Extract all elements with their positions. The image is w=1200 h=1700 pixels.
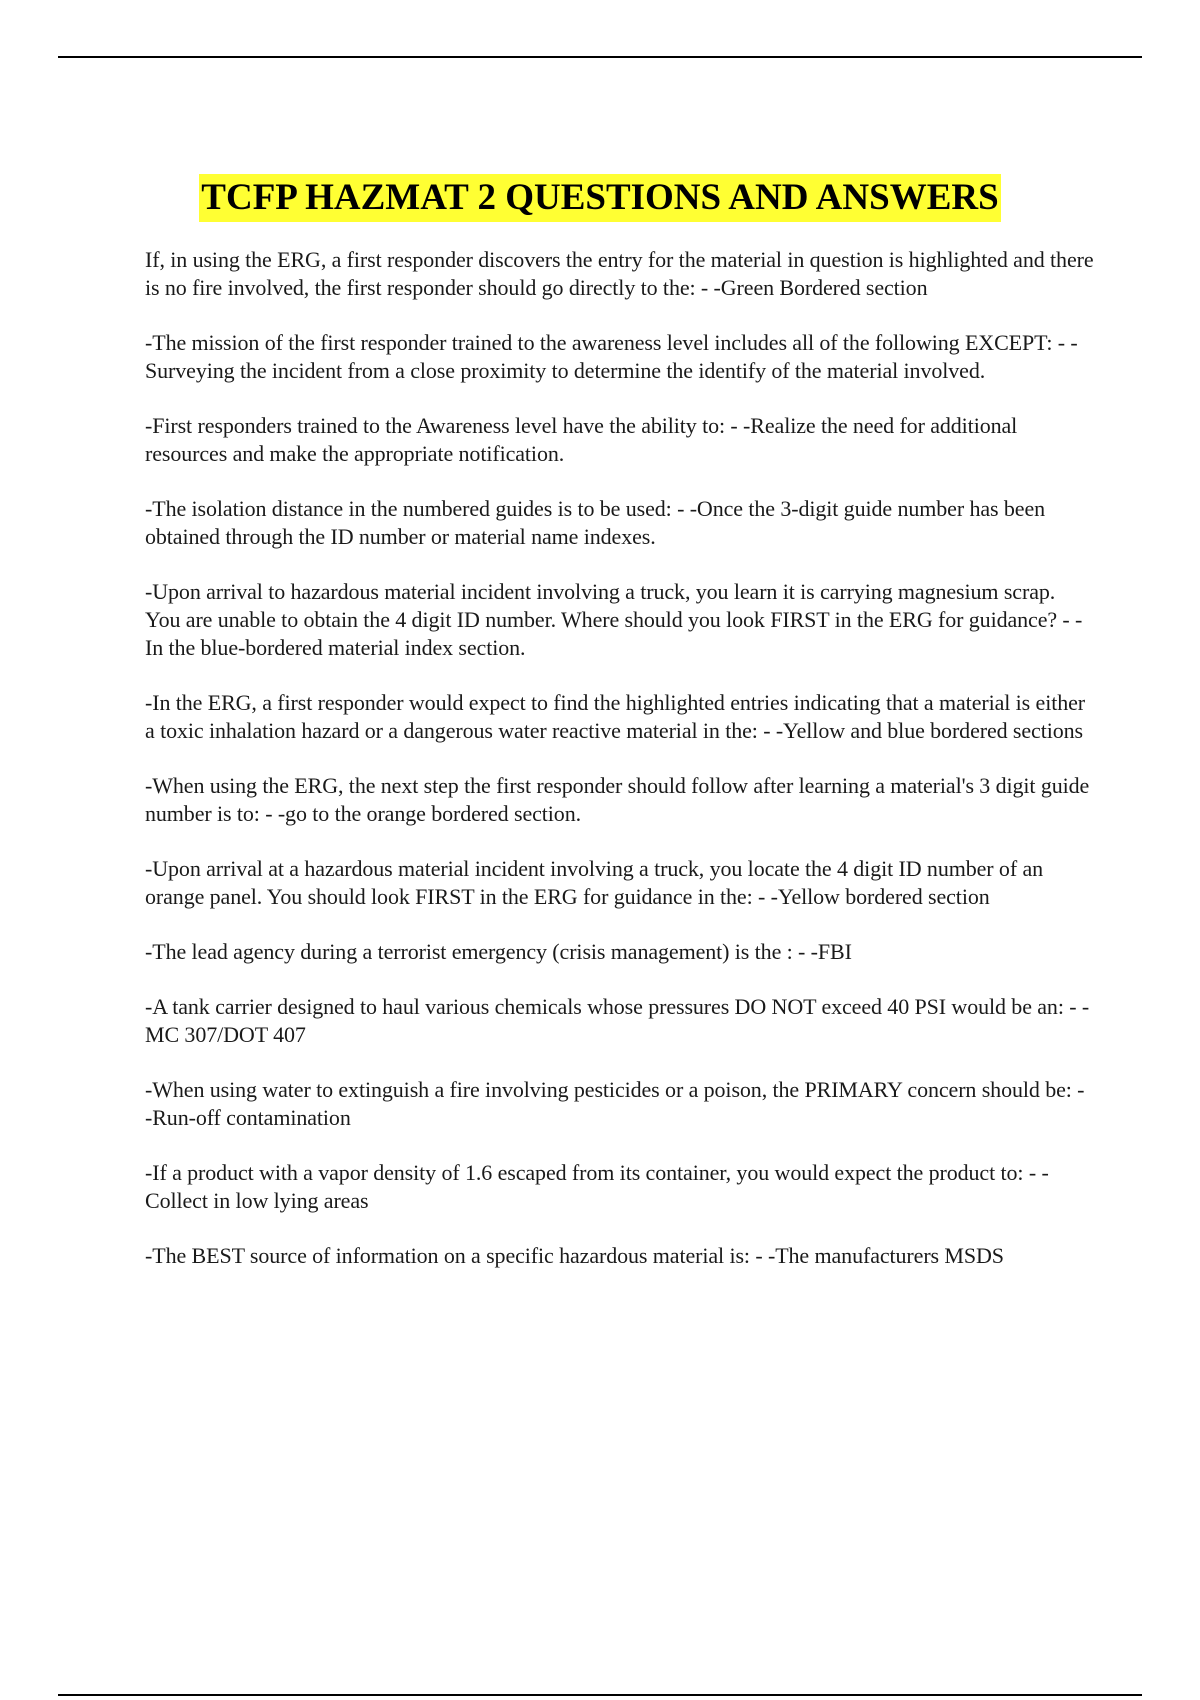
qa-entry: -In the ERG, a first responder would expect to find the highlighted entries indicating that a material is either a toxic inhalation hazard or a dangerous water reactive material in the: - -Yellow and blue bordered sections xyxy=(145,690,1086,743)
qa-entry: -A tank carrier designed to haul various chemicals whose pressures DO NOT exceed 40 PSI would be an: - -MC 307/DOT 407 xyxy=(145,994,1090,1047)
qa-entry: -Upon arrival at a hazardous material incident involving a truck, you locate the 4 digit ID number of an orange panel. You should look FIRST in the ERG for guidance in the: - -Yellow bordered section xyxy=(145,856,1044,909)
bottom-rule xyxy=(58,1694,1142,1696)
document-title: TCFP HAZMAT 2 QUESTIONS AND ANSWERS xyxy=(199,174,1000,222)
qa-entry: If, in using the ERG, a first responder discovers the entry for the material in question is highlighted and there is no fire involved, the first responder should go directly to the: - -Green Bordered section xyxy=(145,247,1094,300)
qa-entry: -The mission of the first responder trained to the awareness level includes all of the following EXCEPT: - -Surveying the incident from a close proximity to determine the identify of the material involved. xyxy=(145,330,1078,383)
qa-entry: -If a product with a vapor density of 1.6 escaped from its container, you would expect the product to: - -Collect in low lying areas xyxy=(145,1160,1049,1213)
qa-entry: -First responders trained to the Awareness level have the ability to: - -Realize the need for additional resources and make the appropriate notification. xyxy=(145,413,1018,466)
qa-entry: -When using the ERG, the next step the first responder should follow after learning a material's 3 digit guide number is to: - -go to the orange bordered section. xyxy=(145,773,1090,826)
top-rule xyxy=(58,56,1142,58)
qa-entry: -The isolation distance in the numbered guides is to be used: - -Once the 3-digit guide number has been obtained through the ID number or material name indexes. xyxy=(145,496,1046,549)
qa-entry: -The BEST source of information on a specific hazardous material is: - -The manufacturers MSDS xyxy=(145,1243,1004,1268)
qa-entry: -When using water to extinguish a fire involving pesticides or a poison, the PRIMARY concern should be: - -Run-off contamination xyxy=(145,1077,1085,1130)
qa-list xyxy=(145,246,1095,1297)
title-container xyxy=(0,174,1200,222)
qa-entry: -Upon arrival to hazardous material incident involving a truck, you learn it is carrying magnesium scrap. You are unable to obtain the 4 digit ID number. Where should you look FIRST in the ERG for guidance? - -In the blue-bordered material index section. xyxy=(145,579,1083,660)
qa-entry: -The lead agency during a terrorist emergency (crisis management) is the : - -FBI xyxy=(145,939,852,964)
